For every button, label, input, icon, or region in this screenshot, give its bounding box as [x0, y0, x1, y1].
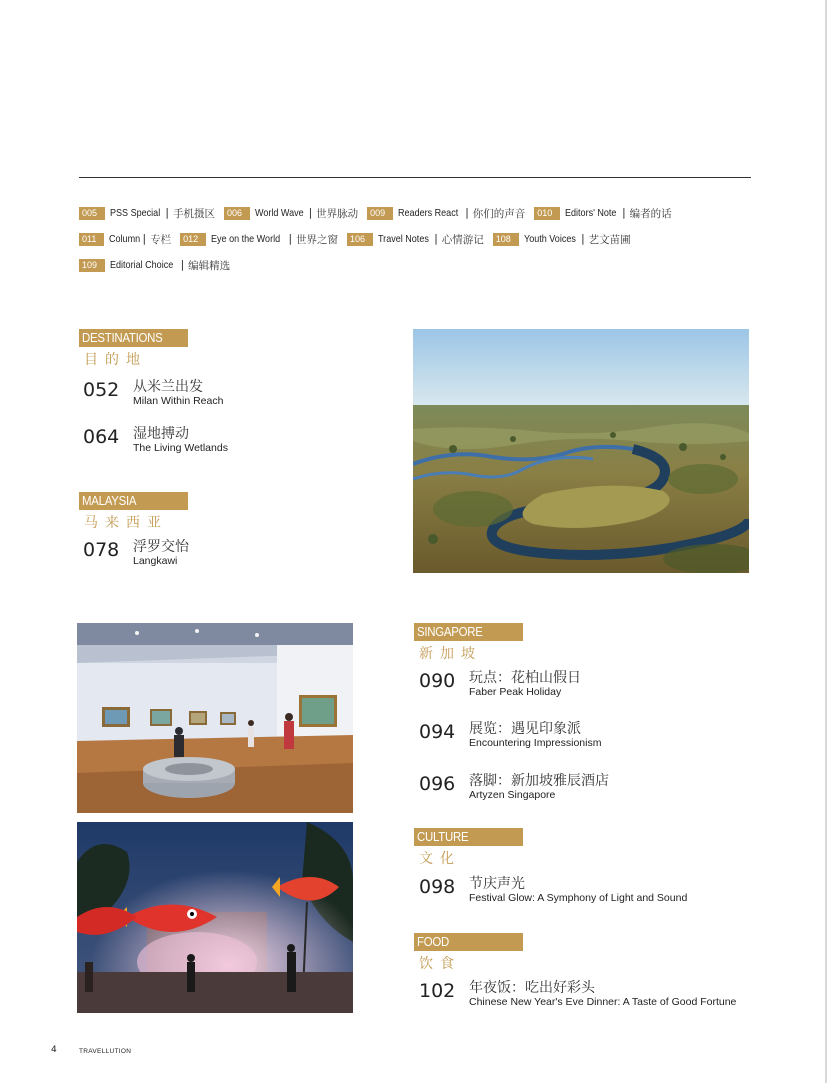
section-culture	[414, 828, 523, 868]
column-title-en: Editors' Note	[565, 207, 617, 219]
separator: |	[165, 207, 169, 219]
page-number-badge: 005	[79, 207, 105, 220]
separator: |	[622, 207, 626, 219]
entry-title-en: Festival Glow: A Symphony of Light and Sound	[469, 892, 688, 904]
section-title-en: SINGAPORE	[417, 624, 483, 639]
separator: |	[434, 233, 438, 245]
column-index-line-2	[79, 232, 640, 246]
page-number-badge: 109	[79, 259, 105, 272]
column-item[interactable]	[493, 232, 631, 247]
header-rule	[79, 177, 751, 178]
section-title-cn: 马来西亚	[84, 515, 168, 531]
separator: |	[142, 233, 147, 245]
column-title-en: Youth Voices	[523, 233, 576, 245]
toc-entry[interactable]	[83, 379, 223, 407]
column-index-line-1	[79, 206, 681, 220]
separator: |	[180, 259, 185, 271]
section-title-en: CULTURE	[417, 829, 469, 844]
column-item[interactable]	[534, 206, 671, 221]
column-item[interactable]	[79, 258, 230, 273]
footer-brand: TRAVELLUTION	[79, 1048, 132, 1055]
column-title-cn: 世界脉动	[316, 207, 359, 220]
page-number-badge: 106	[347, 233, 373, 246]
entry-title-en: Encountering Impressionism	[469, 737, 602, 749]
section-title-cn: 文化	[419, 851, 461, 867]
column-title-cn: 心情游记	[441, 233, 484, 246]
separator: |	[308, 207, 313, 219]
wetlands-aerial-photo	[413, 329, 749, 573]
festival-lanterns-photo	[77, 822, 353, 1013]
entry-page-number: 094	[419, 721, 456, 743]
separator: |	[288, 233, 293, 245]
entry-title-en: Chinese New Year's Eve Dinner: A Taste of Good Fortune	[469, 996, 737, 1008]
column-index-line-3	[79, 258, 239, 272]
section-title-band	[414, 828, 523, 846]
column-item[interactable]	[347, 232, 484, 247]
column-item[interactable]	[79, 232, 171, 247]
toc-entry[interactable]	[419, 670, 581, 698]
column-title-en: Editorial Choice	[110, 259, 174, 271]
column-title-en: Column	[109, 233, 141, 245]
section-malaysia	[79, 492, 188, 532]
entry-title-cn: 玩点：花柏山假日	[469, 670, 581, 686]
entry-title-en: Faber Peak Holiday	[469, 686, 562, 698]
page-number-badge: 010	[534, 207, 560, 220]
entry-title-en: The Living Wetlands	[133, 442, 228, 454]
column-title-en: Readers React	[398, 207, 459, 219]
page-number-badge: 011	[79, 233, 104, 246]
column-title-cn: 艺文苗圃	[588, 233, 631, 246]
column-title-cn: 编辑精选	[188, 259, 231, 272]
toc-entry[interactable]	[419, 773, 609, 801]
column-title-en: Eye on the World	[211, 233, 281, 245]
section-title-en: FOOD	[417, 934, 449, 949]
section-title-band	[414, 933, 523, 951]
entry-title-cn: 从米兰出发	[133, 379, 203, 395]
column-item[interactable]	[79, 206, 215, 221]
entry-page-number: 078	[83, 539, 120, 561]
column-title-en: PSS Special	[110, 207, 161, 219]
toc-entry[interactable]	[83, 539, 189, 567]
page-number-badge: 108	[493, 233, 519, 246]
entry-title-cn: 展览：遇见印象派	[469, 721, 581, 737]
column-item[interactable]	[180, 232, 338, 247]
entry-title-en: Milan Within Reach	[133, 395, 224, 407]
entry-title-cn: 浮罗交怡	[133, 539, 189, 555]
toc-entry[interactable]	[419, 721, 601, 749]
section-food	[414, 933, 523, 973]
entry-page-number: 098	[419, 876, 456, 898]
entry-title-cn: 年夜饭：吃出好彩头	[469, 980, 595, 996]
entry-page-number: 090	[419, 670, 456, 692]
entry-page-number: 096	[419, 773, 456, 795]
entry-title-en: Langkawi	[133, 555, 178, 567]
entry-title-cn: 节庆声光	[469, 876, 525, 892]
page-number-badge: 009	[367, 207, 393, 220]
toc-entry[interactable]	[419, 980, 736, 1008]
column-title-en: Travel Notes	[378, 233, 429, 245]
separator: |	[465, 207, 469, 219]
entry-page-number: 102	[419, 980, 456, 1002]
footer-page-number: 4	[51, 1045, 57, 1055]
section-singapore	[414, 623, 523, 663]
entry-title-cn: 落脚：新加坡雅辰酒店	[469, 773, 609, 789]
section-destinations	[79, 329, 188, 369]
page-number-badge: 012	[180, 233, 206, 246]
column-title-cn: 手机摄区	[172, 207, 215, 220]
column-title-cn: 编者的话	[629, 207, 672, 220]
page-number-badge: 006	[224, 207, 250, 220]
section-title-band	[79, 492, 188, 510]
section-title-cn: 目的地	[84, 352, 147, 368]
toc-entry[interactable]	[83, 426, 228, 454]
section-title-en: MALAYSIA	[82, 493, 137, 508]
column-item[interactable]	[367, 206, 525, 221]
section-title-band	[79, 329, 188, 347]
entry-page-number: 064	[83, 426, 120, 448]
entry-title-en: Artyzen Singapore	[469, 789, 556, 801]
column-title-cn: 专栏	[150, 233, 172, 246]
column-title-en: World Wave	[254, 207, 304, 219]
column-title-cn: 世界之窗	[296, 233, 339, 246]
entry-title-cn: 湿地搏动	[133, 426, 189, 442]
entry-page-number: 052	[83, 379, 120, 401]
column-title-cn: 你们的声音	[472, 207, 526, 220]
section-title-cn: 新加坡	[419, 646, 482, 662]
column-item[interactable]	[224, 206, 358, 221]
section-title-band	[414, 623, 523, 641]
impressionism-gallery-photo	[77, 623, 353, 813]
toc-entry[interactable]	[419, 876, 687, 904]
section-title-cn: 饮食	[419, 956, 461, 972]
section-title-en: DESTINATIONS	[82, 330, 163, 345]
separator: |	[581, 233, 585, 245]
